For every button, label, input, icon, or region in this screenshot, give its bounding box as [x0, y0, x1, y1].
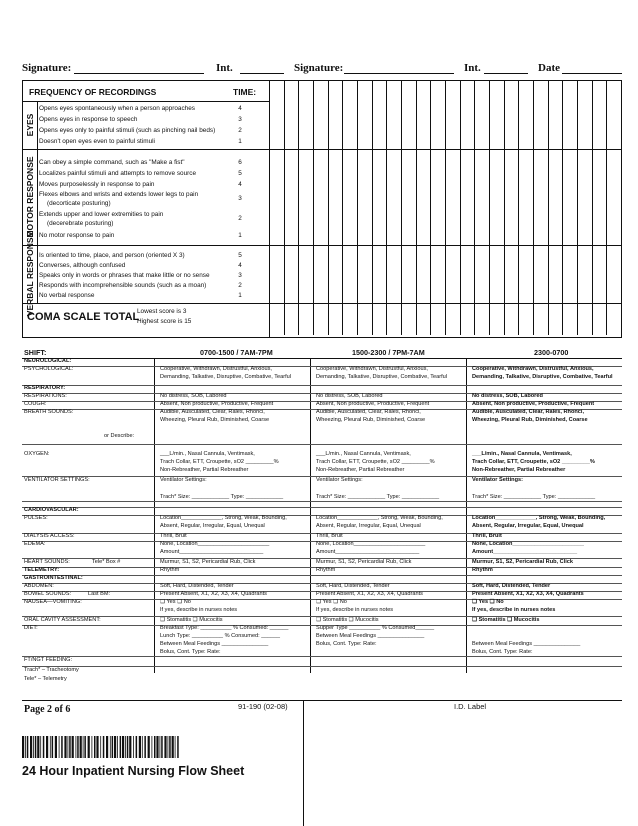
barcode-bar [148, 736, 150, 758]
flow-sheet [22, 348, 622, 698]
barcode-bar [96, 736, 98, 758]
barcode-bar [127, 736, 129, 758]
time-column-divider [372, 81, 373, 335]
diet-cell-text: Bolus, Cont. Type: Rate: [160, 649, 221, 655]
shift-cell-text: Trach* Size: ____________ Type: ____________ [316, 494, 440, 500]
eyes-score: 2 [238, 127, 242, 134]
int-2-field[interactable] [484, 62, 528, 74]
shift-cell-text: Present Absent, X1, X2, X3, X4, Quadrants [160, 591, 267, 597]
barcode-bar [40, 736, 41, 758]
barcode-bar [112, 736, 114, 758]
time-column-divider [313, 81, 314, 335]
ventilator-label: VENTILATOR SETTINGS: [24, 477, 90, 483]
verbal-score: 1 [238, 292, 242, 299]
signature-1-label: Signature: [22, 62, 72, 74]
time-column-divider [445, 81, 446, 335]
shift-cell-text: Trach Collar, ETT, Croupette, sO2 _________% [160, 459, 279, 465]
barcode-bar [52, 736, 54, 758]
flow-row-line [22, 507, 622, 508]
barcode-bar [117, 736, 118, 758]
flow-row-line [22, 666, 622, 667]
time-column-divider [474, 81, 475, 335]
verbal-row: Converses, although confused [39, 262, 126, 269]
shift-cell-text: Wheezing, Pleural Rub, Diminished, Coarse [316, 417, 426, 423]
shift-cell-text: None, Location_______________________ [316, 541, 426, 547]
document-title: 24 Hour Inpatient Nursing Flow Sheet [22, 764, 245, 778]
shift-cell-text: ❑ Stomatitis ❑ Mucocitis [316, 617, 379, 623]
time-column-divider [386, 81, 387, 335]
barcode-bar [94, 736, 96, 758]
barcode-bar [133, 736, 134, 758]
date-field[interactable] [562, 62, 622, 74]
trach-note: Trach* – Tracheotomy [24, 667, 79, 673]
shift-cell-text: Soft, Hard, Distended, Tender [316, 583, 390, 589]
motor-score: 1 [238, 232, 242, 239]
last-bm-label: Last BM: [88, 591, 111, 597]
flow-row-line [22, 501, 622, 502]
barcode-bar [114, 736, 116, 758]
shift-cell-text: Soft, Hard, Distended, Tender [160, 583, 234, 589]
eyes-row: Opens eyes spontaneously when a person approaches [39, 105, 195, 112]
shift-cell-text: Thrill, Bruit [316, 533, 343, 539]
barcode-bar [30, 736, 32, 758]
time-column-divider [460, 81, 461, 335]
barcode-bar [35, 736, 37, 758]
oral-cavity-label: ORAL CAVITY ASSESSMENT: [24, 617, 101, 623]
barcode-bar [120, 736, 122, 758]
barcode [22, 736, 182, 758]
signature-2-field[interactable] [344, 62, 454, 74]
diet-cell-text: Breakfast Type: __________ % Consumed: ______ [160, 625, 289, 631]
verbal-score: 4 [238, 262, 242, 269]
shift-cell-text: Absent, Non productive, Productive, Frequent [316, 401, 430, 407]
barcode-bar [55, 736, 57, 758]
shift-cell-text: ___L/min., Nasal Cannula, Ventimask, [160, 451, 255, 457]
int-2-label: Int. [464, 62, 481, 74]
time-column-divider [298, 81, 299, 335]
coma-total-label: COMA SCALE TOTAL [27, 311, 140, 323]
shift-cell-text: Trach Collar, ETT, Croupette, sO2 _________% [472, 459, 595, 465]
shift-cell-text: ❑ Stomatitis ❑ Mucocitis [472, 617, 540, 623]
barcode-bar [33, 736, 34, 758]
barcode-bar [61, 736, 63, 758]
barcode-bar [22, 736, 24, 758]
diet-label: DIET: [24, 625, 38, 631]
psychological-label: PSYCHOLOGICAL: [24, 366, 74, 372]
time-column-divider [401, 81, 402, 335]
barcode-bar [76, 736, 77, 758]
barcode-bar [177, 736, 179, 758]
respiratory-heading: RESPIRATORY: [24, 385, 66, 391]
barcode-bar [152, 736, 153, 758]
nausea-label: NAUSEA—VOMITING: [24, 599, 82, 605]
shift-2-header: 1500-2300 / 7PM-7AM [352, 348, 425, 357]
shift-cell-text: Amount___________________________ [316, 549, 420, 555]
shift-cell-text: Present Absent, X1, X2, X3, X4, Quadrants [316, 591, 423, 597]
flow-row-line [22, 575, 622, 576]
barcode-bar [68, 736, 69, 758]
shift-cell-text: If yes, describe in nurses notes [316, 607, 394, 613]
pulses-label: PULSES: [24, 515, 48, 521]
barcode-bar [122, 736, 124, 758]
coma-scale-table [22, 80, 622, 338]
verbal-score: 2 [238, 282, 242, 289]
time-column-divider [342, 81, 343, 335]
shift-3-header: 2300-0700 [534, 348, 569, 357]
time-column-divider [562, 81, 563, 335]
cardiovascular-heading: CARDIOVASCULAR: [24, 507, 79, 513]
shift-cell-text: Rhythm [316, 567, 336, 573]
barcode-bar [125, 736, 126, 758]
diet-cell-text: Between Meal Feedings _______________ [160, 641, 269, 647]
barcode-bar [84, 736, 86, 758]
diet-cell-text: Between Meal Feedings _______________ [316, 633, 425, 639]
highest-score-note: Highest score is 15 [137, 318, 192, 325]
shift-cell-text: Ventilator Settings: [316, 477, 363, 483]
motor-row: Can obey a simple command, such as "Make a fist" [39, 159, 185, 166]
time-column-divider [357, 81, 358, 335]
footer-divider [22, 700, 622, 701]
barcode-bar [88, 736, 90, 758]
time-column-divider [577, 81, 578, 335]
verbal-score: 5 [238, 252, 242, 259]
shift-cell-text: Rhythm [160, 567, 180, 573]
barcode-bar [160, 736, 161, 758]
int-1-field[interactable] [240, 62, 284, 74]
motor-row: Extends upper and lower extremities to pain [39, 211, 164, 218]
shift-cell-text: Audible, Ausculated, Clear, Rales, Rhonci, [316, 409, 421, 415]
barcode-bar [83, 736, 84, 758]
flow-row-line [22, 444, 622, 445]
gastrointestinal-heading: GASTROINTESTINAL: [24, 575, 83, 581]
time-column-divider [284, 81, 285, 335]
shift-cell-text: No distress, SOB, Labored [160, 393, 227, 399]
eyes-row: Opens eyes only to painful stimuli (such as pinching nail beds) [39, 127, 216, 134]
shift-1-header: 0700-1500 / 7AM-7PM [200, 348, 273, 357]
shift-cell-text: Location_____________, Strong, Weak, Bounding, [160, 515, 287, 521]
time-column-divider [606, 81, 607, 335]
motor-row: No motor response to pain [39, 232, 115, 239]
tele-box-label: Tele* Box # [92, 559, 121, 565]
shift-cell-text: Audible, Ausculated, Clear, Rales, Rhonci, [160, 409, 265, 415]
verbal-row: Speaks only in words or phrases that make little or no sense [39, 272, 210, 279]
signature-2-label: Signature: [294, 62, 344, 74]
barcode-bar [164, 736, 166, 758]
shift-cell-text: Demanding, Talkative, Disruptive, Combative, Tearful [316, 374, 447, 380]
barcode-bar [136, 736, 138, 758]
lowest-score-note: Lowest score is 3 [137, 308, 187, 315]
verbal-row: Responds with incomprehensible sounds (such as a moan) [39, 282, 207, 289]
shift-cell-text: No distress, SOB, Labored [472, 393, 543, 399]
shift-cell-text: ❑ Stomatitis ❑ Mucocitis [160, 617, 223, 623]
shift-cell-text: Amount___________________________ [160, 549, 264, 555]
motor-response-section-label: MOTOR RESPONSE [23, 149, 38, 245]
eyes-row: Opens eyes in response to speech [39, 116, 138, 123]
barcode-bar [80, 736, 82, 758]
shift-cell-text: Wheezing, Pleural Rub, Diminished, Coarse [472, 417, 588, 423]
motor-row: (decerebrate posturing) [47, 220, 114, 227]
frequency-label: FREQUENCY OF RECORDINGS [29, 87, 157, 97]
form-number: 91-190 (02-08) [238, 702, 288, 711]
diet-cell-text: Lunch Type: __________ % Consumed: ______ [160, 633, 280, 639]
abdomen-label: ABDOMEN: [24, 583, 54, 589]
shift-cell-text: Trach* Size: ____________ Type: ____________ [160, 494, 284, 500]
diet-cell-text: Bolus, Cont. Type: Rate: [316, 641, 377, 647]
shift-cell-text: Demanding, Talkative, Disruptive, Combative, Tearful [160, 374, 291, 380]
bowel-sounds-label: BOWEL SOUNDS: [24, 591, 72, 597]
barcode-bar [156, 736, 158, 758]
shift-cell-text: Rhythm [472, 567, 493, 573]
date-label: Date [538, 62, 560, 74]
flow-row-line [22, 656, 622, 657]
motor-score: 3 [238, 195, 242, 202]
eyes-row: Doesn't open eyes even to painful stimuli [39, 138, 155, 145]
shift-cell-text: Thrill, Bruit [472, 533, 502, 539]
barcode-bar [27, 736, 29, 758]
time-column-divider [518, 81, 519, 335]
shift-cell-text: Absent, Regular, Irregular, Equal, Unequal [160, 523, 265, 529]
frequency-header [23, 81, 269, 102]
eyes-section-label: EYES [23, 101, 38, 149]
barcode-bar [92, 736, 93, 758]
barcode-bar [59, 736, 60, 758]
motor-score: 6 [238, 159, 242, 166]
barcode-bar [50, 736, 51, 758]
oxygen-label: OXYGEN: [24, 451, 50, 457]
motor-row: Localizes painful stimuli and attempts to remove source [39, 170, 197, 177]
barcode-bar [77, 736, 79, 758]
signature-row [22, 62, 622, 76]
barcode-bar [72, 736, 74, 758]
time-column-divider [592, 81, 593, 335]
shift-cell-text: ❑ Yes ❑ No [316, 599, 347, 605]
signature-1-field[interactable] [74, 62, 204, 74]
motor-score: 4 [238, 181, 242, 188]
barcode-bar [46, 736, 48, 758]
time-column-divider [533, 81, 534, 335]
flow-row-line [22, 385, 622, 386]
tele-note: Tele* – Telemetry [24, 676, 67, 682]
shift-cell-text: Cooperative, Withdrawn, Distrustful, Anxious, [316, 366, 428, 372]
shift-cell-text: Demanding, Talkative, Disruptive, Combative, Tearful [472, 374, 613, 380]
motor-row: (decorticate posturing) [47, 200, 111, 207]
cough-label: COUGH: [24, 401, 47, 407]
barcode-bar [175, 736, 176, 758]
motor-row: Flexes elbows and wrists and extends lower legs to pain [39, 191, 199, 198]
diet-cell-text: Bolus, Cont. Type: Rate: [472, 649, 533, 655]
shift-cell-text: Absent, Non productive, Productive, Frequent [160, 401, 274, 407]
barcode-bar [64, 736, 66, 758]
shift-cell-text: Wheezing, Pleural Rub, Diminished, Coarse [160, 417, 270, 423]
heart-sounds-label: HEART SOUNDS: [24, 559, 70, 565]
verbal-response-section-label: VERBAL RESPONSE [23, 245, 38, 303]
shift-cell-text: ___L/min., Nasal Cannula, Ventimask, [316, 451, 411, 457]
barcode-bar [100, 736, 101, 758]
barcode-bar [103, 736, 105, 758]
shift-cell-text: None, Location_______________________ [472, 541, 584, 547]
breath-sounds-label: BREATH SOUNDS: [24, 409, 74, 415]
shift-cell-text: Non-Rebreather, Partial Rebreather [160, 467, 249, 473]
time-column-divider [430, 81, 431, 335]
barcode-bar [169, 736, 171, 758]
motor-score: 5 [238, 170, 242, 177]
eyes-score: 3 [238, 116, 242, 123]
barcode-bar [37, 736, 39, 758]
verbal-score: 3 [238, 272, 242, 279]
shift-cell-text: Trach* Size: ____________ Type: ____________ [472, 494, 596, 500]
diet-cell-text: Supper Type __________ % Consumed______ [316, 625, 435, 631]
shift-cell-text: Absent, Regular, Irregular, Equal, Unequal [316, 523, 421, 529]
shift-cell-text: Murmur, S1, S2, Pericardial Rub, Click [160, 559, 256, 565]
shift-cell-text: Trach Collar, ETT, Croupette, sO2 _________% [316, 459, 435, 465]
shift-cell-text: Cooperative, Withdrawn, Distrustful, Anxious, [472, 366, 594, 372]
time-column-divider [489, 81, 490, 335]
barcode-bar [144, 736, 146, 758]
shift-cell-text: Murmur, S1, S2, Pericardial Rub, Click [472, 559, 574, 565]
barcode-bar [106, 736, 108, 758]
barcode-bar [161, 736, 163, 758]
barcode-bar [69, 736, 71, 758]
shift-cell-text: Absent, Regular, Irregular, Equal, Unequal [472, 523, 584, 529]
shift-cell-text: ❑ Yes ❑ No [472, 599, 504, 605]
time-label: TIME: [233, 87, 257, 97]
dialysis-label: DIALYSIS ACCESS: [24, 533, 75, 539]
shift-cell-text: Non-Rebreather, Partial Rebreather [472, 467, 566, 473]
shift-cell-text: Non-Rebreather, Partial Rebreather [316, 467, 405, 473]
shift-cell-text: ❑ Yes ❑ No [160, 599, 191, 605]
int-1-label: Int. [216, 62, 233, 74]
time-column-divider [416, 81, 417, 335]
shift-cell-text: Ventilator Settings: [160, 477, 207, 483]
shift-cell-text: Absent, Non productive, Productive, Frequent [472, 401, 595, 407]
shift-cell-text: Cooperative, Withdrawn, Distrustful, Anxious, [160, 366, 272, 372]
shift-cell-text: Audible, Ausculated, Clear, Rales, Rhonci, [472, 409, 585, 415]
barcode-bar [129, 736, 131, 758]
barcode-bar [110, 736, 111, 758]
id-label: I.D. Label [454, 702, 487, 711]
verbal-row: No verbal response [39, 292, 95, 299]
barcode-bar [139, 736, 141, 758]
shift-cell-text: Murmur, S1, S2, Pericardial Rub, Click [316, 559, 412, 565]
shift-cell-text: Present Absent, X1, X2, X3, X4, Quadrants [472, 591, 584, 597]
footer-center-divider [303, 700, 304, 826]
motor-row: Moves purposelessly in response to pain [39, 181, 155, 188]
shift-cell-text: Location_____________, Strong, Weak, Bounding, [472, 515, 606, 521]
edema-label: EDEMA: [24, 541, 46, 547]
time-column-divider [504, 81, 505, 335]
shift-cell-text: Ventilator Settings: [472, 477, 523, 483]
describe-label: or Describe: [104, 433, 135, 439]
barcode-bar [142, 736, 143, 758]
shift-cell-text: Amount___________________________ [472, 549, 578, 555]
barcode-bar [154, 736, 156, 758]
diet-cell-text: Between Meal Feedings _______________ [472, 641, 581, 647]
barcode-bar [43, 736, 45, 758]
eyes-score: 4 [238, 105, 242, 112]
barcode-bar [25, 736, 26, 758]
respirations-label: RESPIRATIONS: [24, 393, 67, 399]
eyes-score: 1 [238, 138, 242, 145]
neurological-heading: NEUROLOGICAL: [24, 358, 72, 364]
ft-ngt-label: FT/NGT FEEDING: [24, 657, 73, 663]
motor-score: 2 [238, 215, 242, 222]
shift-cell-text: ___L/min., Nasal Cannula, Ventimask, [472, 451, 572, 457]
shift-label: SHIFT: [24, 348, 47, 357]
shift-cell-text: Soft, Hard, Distended, Tender [472, 583, 551, 589]
time-column-divider [548, 81, 549, 335]
barcode-bar [168, 736, 169, 758]
time-column-divider [328, 81, 329, 335]
shift-cell-text: Location_____________, Strong, Weak, Bounding, [316, 515, 443, 521]
barcode-bar [172, 736, 174, 758]
verbal-row: Is oriented to time, place, and person (oriented X 3) [39, 252, 185, 259]
shift-cell-text: If yes, describe in nurses notes [472, 607, 556, 613]
shift-cell-text: If yes, describe in nurses notes [160, 607, 238, 613]
telemetry-heading: TELEMETRY: [24, 567, 60, 573]
shift-cell-text: No distress, SOB, Labored [316, 393, 383, 399]
shift-cell-text: Thrill, Bruit [160, 533, 187, 539]
page-number: Page 2 of 6 [24, 704, 71, 715]
shift-cell-text: None, Location_______________________ [160, 541, 270, 547]
